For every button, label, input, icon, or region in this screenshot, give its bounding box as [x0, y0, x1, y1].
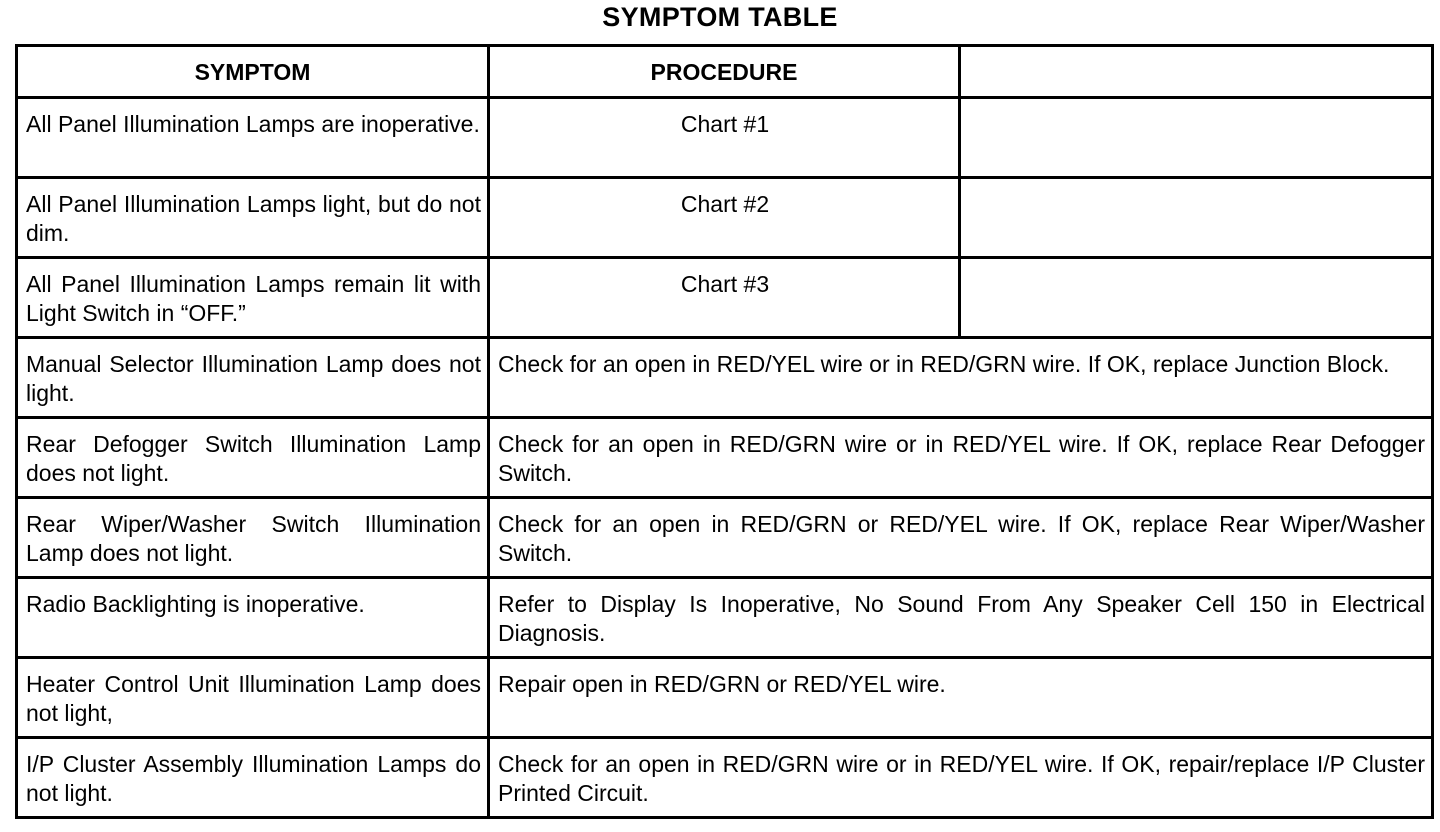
- procedure-cell: Chart #1: [489, 98, 960, 178]
- procedure-cell: Repair open in RED/GRN or RED/YEL wire.: [489, 658, 1433, 738]
- empty-cell: [960, 98, 1433, 178]
- symptom-cell: All Panel Illumination Lamps remain lit with Light Switch in “OFF.”: [17, 258, 489, 338]
- symptom-cell: Rear Wiper/Washer Switch Illumination Lamp does not light.: [17, 498, 489, 578]
- procedure-cell: Check for an open in RED/GRN or RED/YEL wire. If OK, replace Rear Wiper/Washer Switch.: [489, 498, 1433, 578]
- symptom-cell: Rear Defogger Switch Illumination Lamp does not light.: [17, 418, 489, 498]
- procedure-cell: Chart #2: [489, 178, 960, 258]
- symptom-cell: All Panel Illumination Lamps are inoperative.: [17, 98, 489, 178]
- symptom-cell: All Panel Illumination Lamps light, but do not dim.: [17, 178, 489, 258]
- table-row: [17, 98, 1433, 178]
- table-row: [17, 258, 1433, 338]
- header-symptom: SYMPTOM: [17, 46, 489, 98]
- procedure-cell: Check for an open in RED/GRN wire or in RED/YEL wire. If OK, replace Rear Defogger Switch.: [489, 418, 1433, 498]
- header-procedure: PROCEDURE: [489, 46, 960, 98]
- table-row: [17, 338, 1433, 418]
- table-row: [17, 658, 1433, 738]
- page-title: SYMPTOM TABLE: [602, 2, 838, 32]
- symptom-table: [15, 44, 1434, 819]
- procedure-cell: Check for an open in RED/GRN wire or in RED/YEL wire. If OK, repair/replace I/P Cluster Printed Circuit.: [489, 738, 1433, 818]
- table-row: [17, 578, 1433, 658]
- table-row: [17, 738, 1433, 818]
- symptom-cell: I/P Cluster Assembly Illumination Lamps do not light.: [17, 738, 489, 818]
- procedure-cell: Check for an open in RED/YEL wire or in RED/GRN wire. If OK, replace Junction Block.: [489, 338, 1433, 418]
- symptom-cell: Radio Backlighting is inoperative.: [17, 578, 489, 658]
- empty-cell: [960, 258, 1433, 338]
- symptom-cell: Manual Selector Illumination Lamp does not light.: [17, 338, 489, 418]
- table-header-row: [17, 46, 1433, 98]
- empty-cell: [960, 178, 1433, 258]
- symptom-cell: Heater Control Unit Illumination Lamp does not light,: [17, 658, 489, 738]
- procedure-cell: Refer to Display Is Inoperative, No Sound From Any Speaker Cell 150 in Electrical Diagnosis.: [489, 578, 1433, 658]
- procedure-cell: Chart #3: [489, 258, 960, 338]
- table-row: [17, 178, 1433, 258]
- table-row: [17, 418, 1433, 498]
- header-extra: [960, 46, 1433, 98]
- table-row: [17, 498, 1433, 578]
